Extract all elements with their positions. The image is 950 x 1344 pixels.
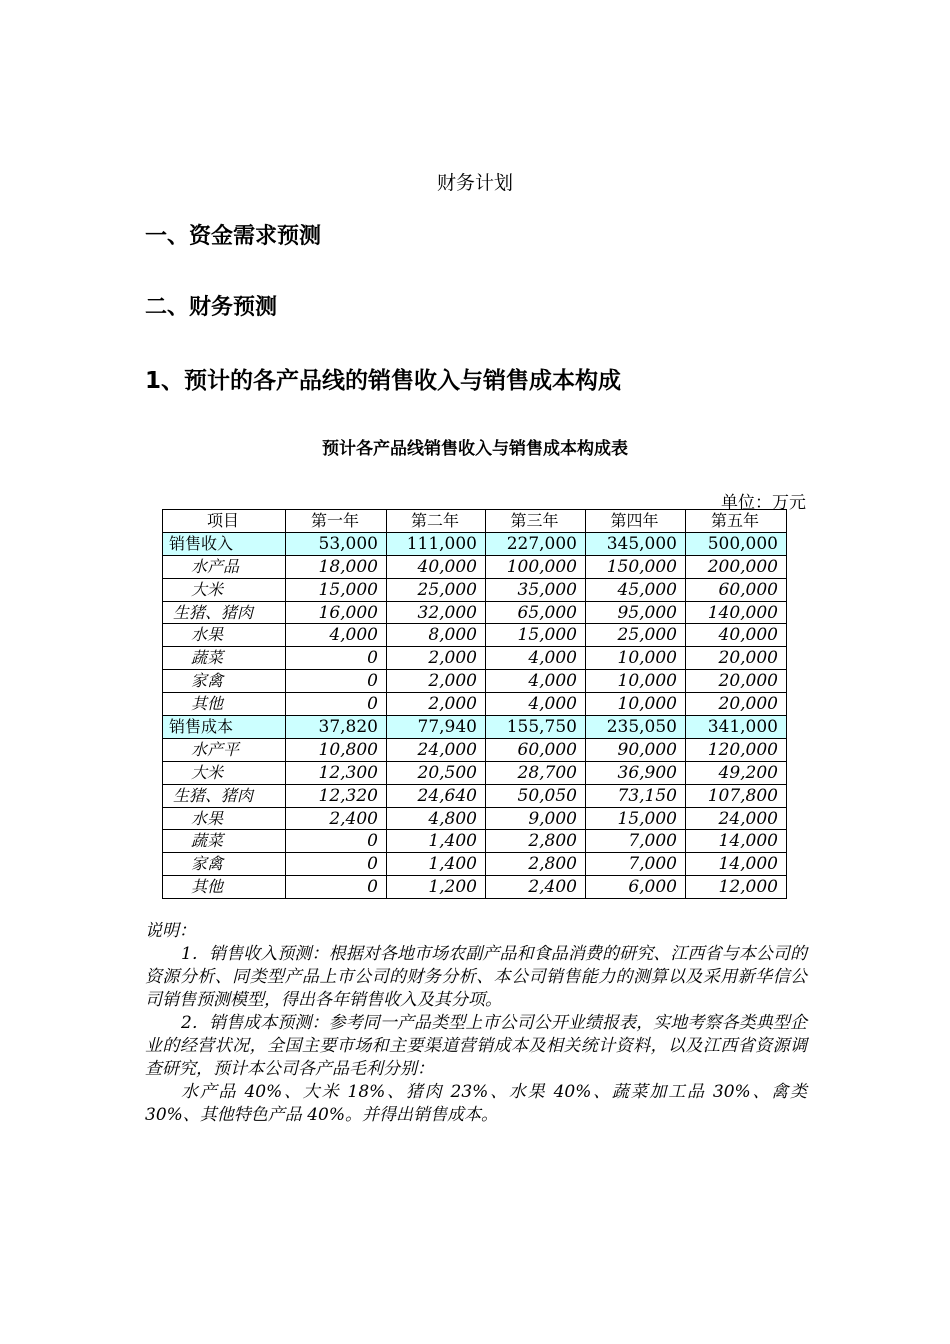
cell-year-5: 24,000 [686, 807, 787, 830]
document-title: 财务计划 [436, 172, 513, 194]
cell-year-3: 65,000 [486, 601, 586, 624]
table-row [163, 853, 787, 876]
row-label: 水果 [163, 624, 286, 647]
row-label: 水产平 [163, 738, 286, 761]
cell-year-3: 50,050 [486, 784, 586, 807]
cell-year-5: 140,000 [686, 601, 787, 624]
cell-year-1: 0 [286, 647, 387, 670]
column-header-year-4: 第四年 [586, 510, 686, 533]
cell-year-3: 155,750 [486, 716, 586, 739]
cell-year-3: 9,000 [486, 807, 586, 830]
row-label: 生猪、猪肉 [163, 601, 286, 624]
notes-section [145, 920, 807, 1127]
table-row [163, 693, 787, 716]
cell-year-5: 40,000 [686, 624, 787, 647]
cell-year-1: 16,000 [286, 601, 387, 624]
cell-year-2: 1,400 [387, 830, 486, 853]
cell-year-4: 10,000 [586, 647, 686, 670]
cell-year-3: 2,800 [486, 830, 586, 853]
cell-year-4: 150,000 [586, 555, 686, 578]
row-label: 销售成本 [163, 716, 286, 739]
cell-year-1: 12,300 [286, 761, 387, 784]
row-label: 家禽 [163, 853, 286, 876]
cell-year-2: 111,000 [387, 532, 486, 555]
table-row [163, 876, 787, 899]
cell-year-3: 2,400 [486, 876, 586, 899]
cell-year-1: 0 [286, 876, 387, 899]
cell-year-5: 107,800 [686, 784, 787, 807]
cell-year-2: 20,500 [387, 761, 486, 784]
cell-year-3: 100,000 [486, 555, 586, 578]
cell-year-2: 2,000 [387, 647, 486, 670]
cell-year-4: 6,000 [586, 876, 686, 899]
cell-year-3: 227,000 [486, 532, 586, 555]
table-row [163, 555, 787, 578]
cell-year-3: 4,000 [486, 647, 586, 670]
cell-year-2: 77,940 [387, 716, 486, 739]
column-header-item: 项目 [163, 510, 286, 533]
cell-year-5: 60,000 [686, 578, 787, 601]
cell-year-4: 95,000 [586, 601, 686, 624]
table-row [163, 601, 787, 624]
row-label: 家禽 [163, 670, 286, 693]
cell-year-2: 24,640 [387, 784, 486, 807]
row-label: 蔬菜 [163, 647, 286, 670]
cell-year-1: 0 [286, 830, 387, 853]
cell-year-4: 15,000 [586, 807, 686, 830]
cell-year-4: 36,900 [586, 761, 686, 784]
cell-year-5: 120,000 [686, 738, 787, 761]
cell-year-5: 20,000 [686, 670, 787, 693]
table-row [163, 647, 787, 670]
subsection-heading-sales-composition: 1、预计的各产品线的销售收入与销售成本构成 [145, 368, 622, 394]
cell-year-3: 60,000 [486, 738, 586, 761]
cell-year-1: 15,000 [286, 578, 387, 601]
row-label: 生猪、猪肉 [163, 784, 286, 807]
cell-year-5: 341,000 [686, 716, 787, 739]
cell-year-2: 2,000 [387, 670, 486, 693]
table-row [163, 761, 787, 784]
cell-year-1: 2,400 [286, 807, 387, 830]
table-total-row [163, 716, 787, 739]
cell-year-5: 14,000 [686, 853, 787, 876]
cell-year-4: 7,000 [586, 853, 686, 876]
row-label: 其他 [163, 693, 286, 716]
row-label: 销售收入 [163, 532, 286, 555]
table-title: 预计各产品线销售收入与销售成本构成表 [322, 439, 628, 459]
table-row [163, 670, 787, 693]
cell-year-1: 18,000 [286, 555, 387, 578]
sales-revenue-cost-table [162, 509, 787, 899]
cell-year-2: 2,000 [387, 693, 486, 716]
cell-year-2: 25,000 [387, 578, 486, 601]
row-label: 大米 [163, 578, 286, 601]
note-gross-margins: 水产品 40%、大米 18%、猪肉 23%、水果 40%、蔬菜加工品 30%、禽类 30%、其他特色产品 40%。并得出销售成本。 [145, 1082, 807, 1125]
table-body [163, 532, 787, 898]
table-row [163, 807, 787, 830]
cell-year-3: 2,800 [486, 853, 586, 876]
cell-year-1: 12,320 [286, 784, 387, 807]
row-label: 大米 [163, 761, 286, 784]
cell-year-2: 24,000 [387, 738, 486, 761]
cell-year-4: 10,000 [586, 670, 686, 693]
cell-year-1: 4,000 [286, 624, 387, 647]
table-row [163, 578, 787, 601]
column-header-year-1: 第一年 [286, 510, 387, 533]
cell-year-2: 1,400 [387, 853, 486, 876]
table-row [163, 784, 787, 807]
cell-year-4: 90,000 [586, 738, 686, 761]
table-row [163, 738, 787, 761]
row-label: 水产品 [163, 555, 286, 578]
column-header-year-2: 第二年 [387, 510, 486, 533]
cell-year-2: 4,800 [387, 807, 486, 830]
cell-year-4: 10,000 [586, 693, 686, 716]
cell-year-4: 235,050 [586, 716, 686, 739]
cell-year-2: 40,000 [387, 555, 486, 578]
cell-year-2: 8,000 [387, 624, 486, 647]
cell-year-1: 0 [286, 693, 387, 716]
cell-year-1: 53,000 [286, 532, 387, 555]
cell-year-2: 32,000 [387, 601, 486, 624]
notes-heading: 说明： [145, 921, 196, 941]
section-heading-funding-forecast: 一、资金需求预测 [145, 224, 322, 249]
table-unit-label: 单位：万元 [721, 493, 806, 513]
cell-year-1: 0 [286, 670, 387, 693]
cell-year-4: 73,150 [586, 784, 686, 807]
table-total-row [163, 532, 787, 555]
cell-year-4: 25,000 [586, 624, 686, 647]
cell-year-1: 0 [286, 853, 387, 876]
column-header-year-5: 第五年 [686, 510, 787, 533]
cell-year-3: 28,700 [486, 761, 586, 784]
cell-year-4: 345,000 [586, 532, 686, 555]
row-label: 其他 [163, 876, 286, 899]
table-header-row [163, 510, 787, 533]
table-row [163, 624, 787, 647]
note-sales-cost: 2．销售成本预测：参考同一产品类型上市公司公开业绩报表，实地考察各类典型企业的经营状况，全国主要市场和主要渠道营销成本及相关统计资料，以及江西省资源调查研究，预计本公司各产品毛利分别： [145, 1013, 807, 1079]
cell-year-5: 12,000 [686, 876, 787, 899]
row-label: 蔬菜 [163, 830, 286, 853]
column-header-year-3: 第三年 [486, 510, 586, 533]
table-row [163, 830, 787, 853]
cell-year-5: 500,000 [686, 532, 787, 555]
cell-year-1: 37,820 [286, 716, 387, 739]
cell-year-4: 7,000 [586, 830, 686, 853]
cell-year-3: 4,000 [486, 670, 586, 693]
cell-year-5: 14,000 [686, 830, 787, 853]
note-sales-revenue: 1．销售收入预测：根据对各地市场农副产品和食品消费的研究、江西省与本公司的资源分析、同类型产品上市公司的财务分析、本公司销售能力的测算以及采用新华信公司销售预测模型，得出各年销售收入及其分项。 [145, 944, 807, 1010]
cell-year-5: 20,000 [686, 693, 787, 716]
cell-year-5: 200,000 [686, 555, 787, 578]
cell-year-2: 1,200 [387, 876, 486, 899]
cell-year-4: 45,000 [586, 578, 686, 601]
cell-year-5: 20,000 [686, 647, 787, 670]
section-heading-financial-forecast: 二、财务预测 [145, 295, 278, 320]
cell-year-3: 35,000 [486, 578, 586, 601]
cell-year-3: 4,000 [486, 693, 586, 716]
row-label: 水果 [163, 807, 286, 830]
cell-year-5: 49,200 [686, 761, 787, 784]
cell-year-3: 15,000 [486, 624, 586, 647]
cell-year-1: 10,800 [286, 738, 387, 761]
